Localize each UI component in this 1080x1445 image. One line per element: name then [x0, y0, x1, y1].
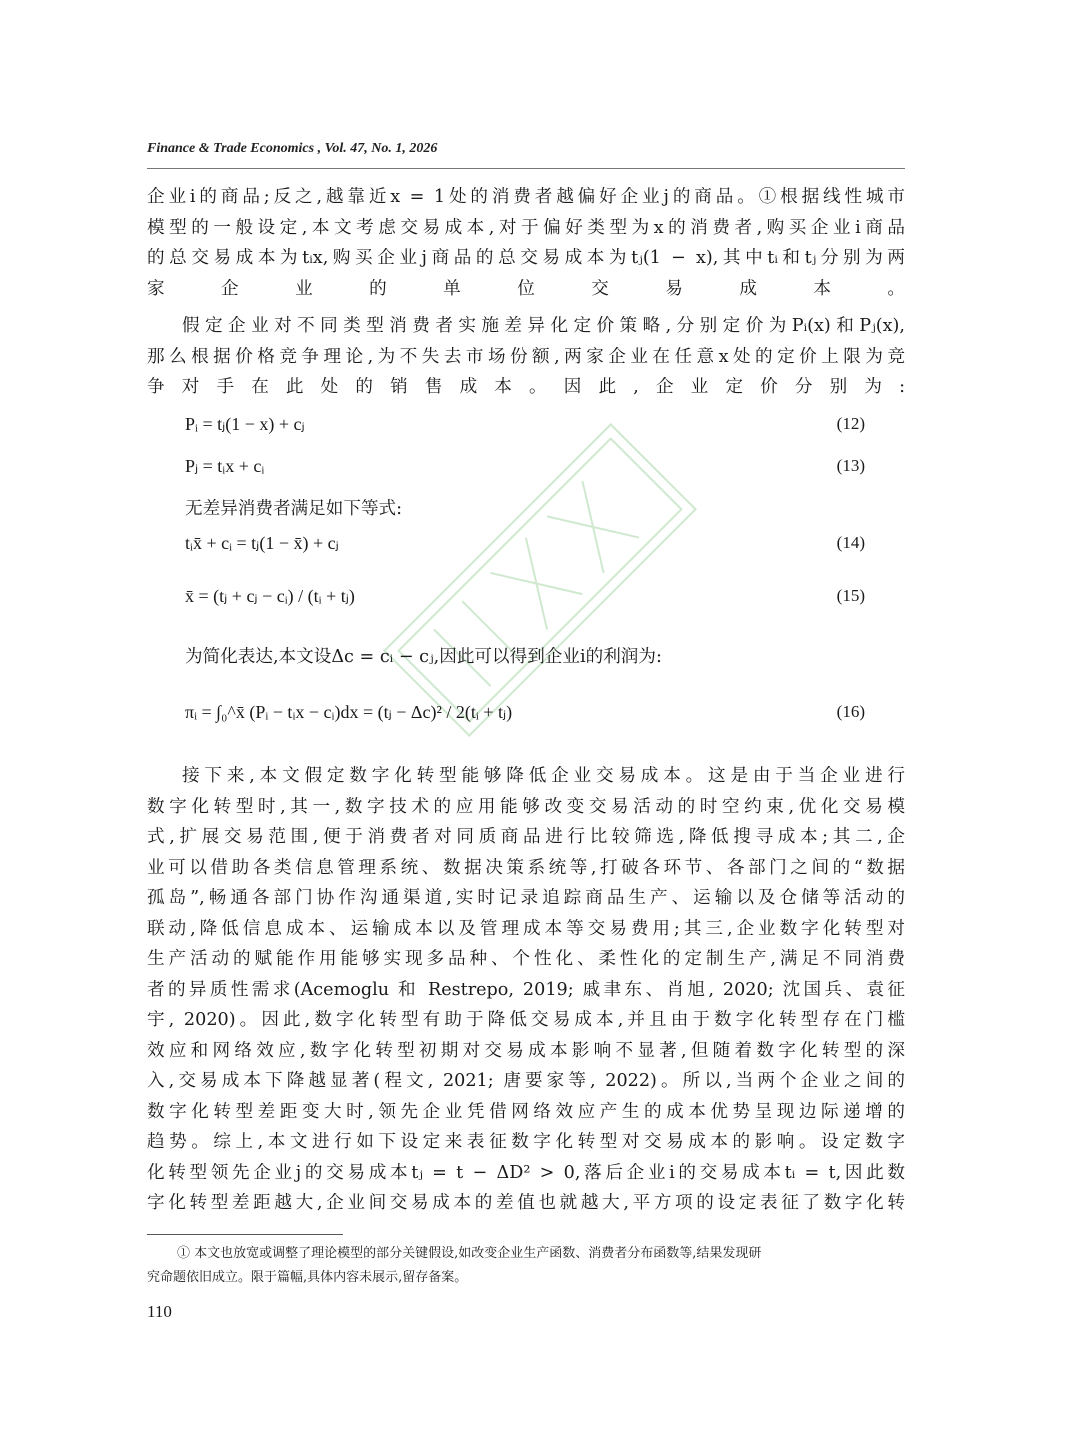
equation-number: (16) — [836, 702, 865, 721]
equation-expr: x̄ = (tⱼ + cⱼ − cᵢ) / (tᵢ + tⱼ) — [185, 586, 355, 606]
text-line: 字化转型差距越大,企业间交易成本的差值也就越大,平方项的设定表征了数字化转 — [147, 1193, 905, 1213]
footnote — [147, 1242, 905, 1290]
page-number: 110 — [147, 1302, 172, 1321]
equation-15 — [185, 586, 905, 614]
text-line: 效应和网络效应,数字化转型初期对交易成本影响不显著,但随着数字化转型的深 — [147, 1040, 905, 1061]
equation-14 — [185, 533, 905, 561]
text-line: 孤岛”,畅通各部门协作沟通渠道,实时记录追踪商品生产、运输以及仓储等活动的 — [147, 888, 905, 908]
text-line: 化转型领先企业j的交易成本tⱼ = t − ΔD² > 0,落后企业i的交易成本tᵢ = t,因此数 — [147, 1162, 905, 1183]
text-line: 数字化转型差距变大时,领先企业凭借网络效应产生的成本优势呈现边际递增的 — [147, 1101, 905, 1122]
indifferent-consumer-line: 无差异消费者满足如下等式: — [185, 499, 403, 519]
equation-expr: πᵢ = ∫₀^x̄ (Pᵢ − tᵢx − cᵢ)dx = (tⱼ − Δc)² / 2(tᵢ + tⱼ) — [185, 702, 513, 722]
paragraph-3 — [147, 761, 905, 1219]
footnote-divider — [147, 1234, 343, 1235]
equation-number: (15) — [836, 586, 865, 605]
text-line: 联动,降低信息成本、运输成本以及管理成本等交易费用;其三,企业数字化转型对 — [147, 918, 905, 939]
footnote-line: 究命题依旧成立。限于篇幅,具体内容未展示,留存备案。 — [147, 1270, 468, 1285]
equation-number: (14) — [836, 533, 865, 552]
equation-expr: Pⱼ = tᵢx + cᵢ — [185, 456, 265, 476]
text-line: 的总交易成本为tᵢx,购买企业j商品的总交易成本为tⱼ(1 − x),其中tᵢ和tⱼ分别为两 — [147, 248, 905, 268]
text-line: 入,交易成本下降越显著(程文, 2021; 唐要家等, 2022)。所以,当两个企业之间的 — [147, 1071, 905, 1091]
equation-expr: tᵢx̄ + cᵢ = tⱼ(1 − x̄) + cⱼ — [185, 533, 339, 553]
equation-12 — [185, 414, 905, 442]
journal-header: Finance & Trade Economics , Vol. 47, No. 1, 2026 — [147, 141, 438, 156]
text-line: 模型的一般设定,本文考虑交易成本,对于偏好类型为x的消费者,购买企业i商品 — [147, 217, 905, 238]
text-line: 家企业的单位交易成本。 — [147, 278, 905, 299]
header-divider — [147, 168, 905, 169]
text-line: 式,扩展交易范围,便于消费者对同质商品进行比较筛选,降低搜寻成本;其二,企 — [147, 827, 905, 847]
simplify-line: 为简化表达,本文设Δc = cᵢ − cⱼ,因此可以得到企业i的利润为: — [185, 647, 662, 667]
equation-13 — [185, 456, 905, 484]
text-line: 数字化转型时,其一,数字技术的应用能够改变交易活动的时空约束,优化交易模 — [147, 796, 905, 817]
paragraph-1 — [147, 182, 905, 304]
text-line: 业可以借助各类信息管理系统、数据决策系统等,打破各环节、各部门之间的“数据 — [147, 857, 905, 878]
text-line: 假定企业对不同类型消费者实施差异化定价策略,分别定价为Pᵢ(x)和Pⱼ(x), — [182, 316, 905, 336]
text-line: 接下来,本文假定数字化转型能够降低企业交易成本。这是由于当企业进行 — [182, 766, 905, 786]
text-line: 者的异质性需求(Acemoglu 和 Restrepo, 2019; 戚聿东、肖旭, 2020; 沈国兵、袁征 — [147, 979, 905, 1000]
text-line: 企业i的商品;反之,越靠近x = 1处的消费者越偏好企业j的商品。①根据线性城市 — [147, 187, 905, 207]
footnote-line: ① 本文也放宽或调整了理论模型的部分关键假设,如改变企业生产函数、消费者分布函数等,结果发现研 — [177, 1246, 762, 1261]
paragraph-2 — [147, 311, 905, 403]
equation-number: (13) — [836, 456, 865, 475]
equation-16 — [185, 702, 905, 730]
equation-number: (12) — [836, 414, 865, 433]
equation-expr: Pᵢ = tⱼ(1 − x) + cⱼ — [185, 414, 305, 434]
text-line: 趋势。综上,本文进行如下设定来表征数字化转型对交易成本的影响。设定数字 — [147, 1132, 905, 1152]
text-line: 宇, 2020)。因此,数字化转型有助于降低交易成本,并且由于数字化转型存在门槛 — [147, 1010, 905, 1030]
text-line: 争对手在此处的销售成本。因此,企业定价分别为: — [147, 377, 905, 397]
text-line: 那么根据价格竞争理论,为不失去市场份额,两家企业在任意x处的定价上限为竞 — [147, 346, 905, 367]
text-line: 生产活动的赋能作用能够实现多品种、个性化、柔性化的定制生产,满足不同消费 — [147, 949, 905, 969]
